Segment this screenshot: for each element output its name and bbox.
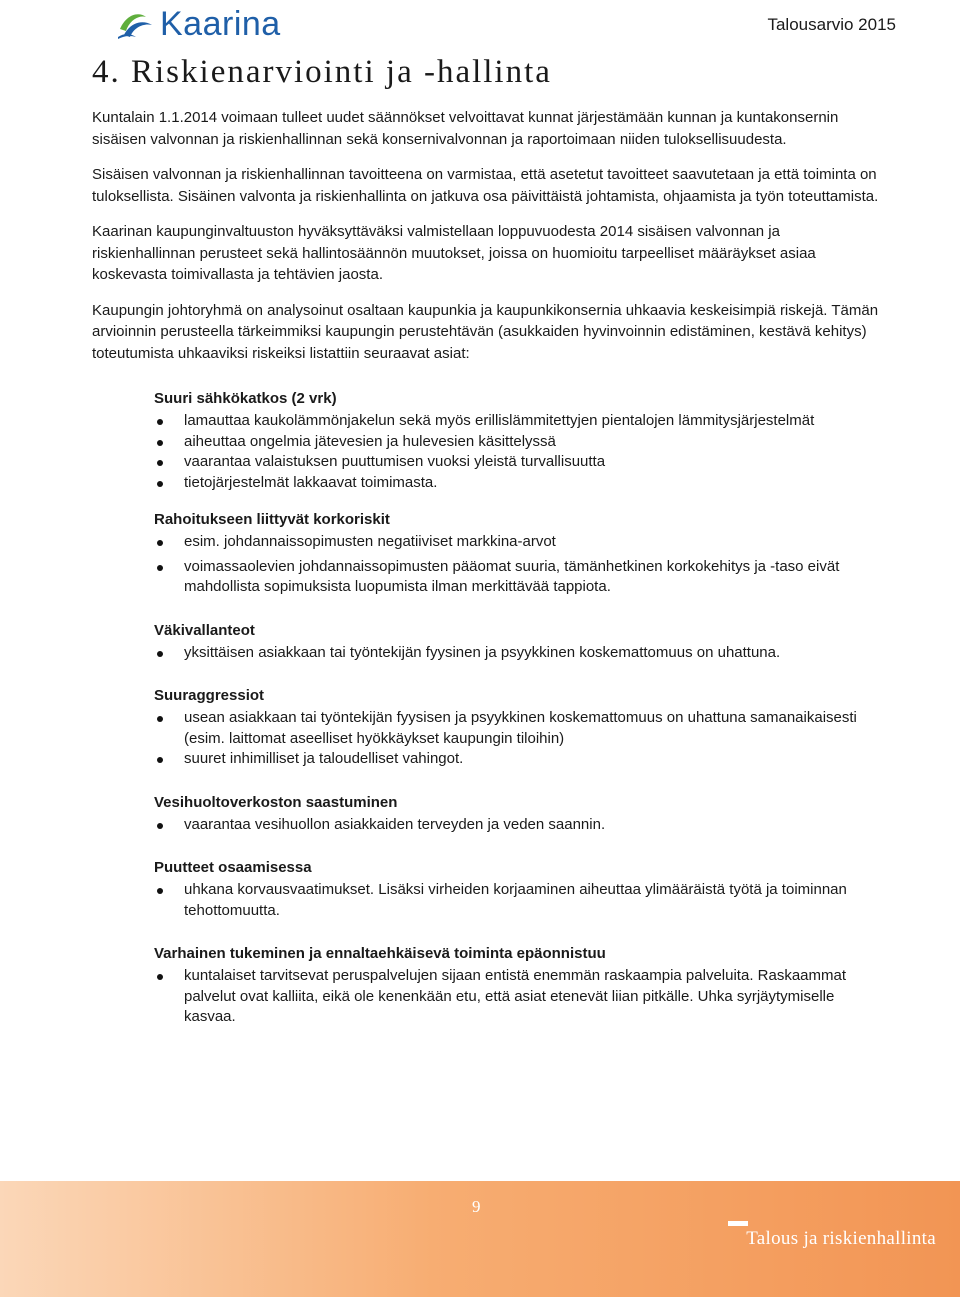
kaarina-wave-icon	[116, 7, 156, 41]
page-footer	[0, 1181, 960, 1297]
risk-list	[154, 815, 882, 836]
list-item: lamauttaa kaukolämmönjakelun sekä myös erillislämmitettyjen pientalojen lämmitysjärjestelmät	[154, 411, 882, 432]
risk-heading: Varhainen tukeminen ja ennaltaehkäisevä toiminta epäonnistuu	[154, 945, 606, 962]
list-item: kuntalaiset tarvitsevat peruspalvelujen sijaan entistä enemmän raskaampia palveluita. Raskaammat palvelut ovat kalliita, eikä ole kenenkään etu, että asiat etenevät liian pitkälle. Uhka syrjäytymiselle kasvaa.	[154, 966, 882, 1028]
document-label: Talousarvio 2015	[767, 15, 896, 34]
risk-section	[154, 388, 882, 493]
list-item: aiheuttaa ongelmia jätevesien ja hulevesien käsittelyssä	[154, 432, 882, 453]
risk-heading: Suuraggressiot	[154, 687, 265, 704]
risk-section	[154, 943, 882, 1028]
risk-heading: Väkivallanteot	[154, 621, 255, 639]
kaarina-logo	[116, 4, 281, 44]
footer-title: Talous ja riskienhallinta	[746, 1228, 936, 1249]
document-body	[92, 107, 882, 1028]
risk-list	[154, 966, 882, 1028]
list-item: uhkana korvausvaatimukset. Lisäksi virheiden korjaaminen aiheuttaa ylimääräistä työtä ja toiminnan tehottomuutta.	[154, 880, 882, 921]
list-item: usean asiakkaan tai työntekijän fyysisen ja psyykkinen koskemattomuus on uhattuna samanaikaisesti (esim. laittomat aseelliset hyökkäykset kaupungin tiloihin)	[154, 708, 882, 749]
list-item: yksittäisen asiakkaan tai työntekijän fyysinen ja psyykkinen koskemattomuus on uhattuna.	[154, 643, 882, 664]
list-item: suuret inhimilliset ja taloudelliset vahingot.	[154, 749, 882, 770]
risk-heading: Rahoitukseen liittyvät korkoriskit	[154, 511, 390, 528]
paragraph: Kaarinan kaupunginvaltuuston hyväksyttäväksi valmistellaan loppuvuodesta 2014 sisäisen valvonnan ja riskienhallinnan perusteet sekä hallintosäännön muutokset, joissa on huomioitu tarpeelliset määräykset asiaa koskevasta toimivallasta ja tehtävien jaosta.	[92, 223, 816, 283]
list-item: vaarantaa vesihuollon asiakkaiden terveyden ja veden saannin.	[154, 815, 882, 836]
list-item: voimassaolevien johdannaissopimusten pääomat suuria, tämänhetkinen korkokehitys ja -taso eivät mahdollista sopimuksista luopumista ilman merkittävää tappiota.	[154, 557, 882, 598]
risk-list	[154, 643, 882, 664]
risk-heading: Puutteet osaamisessa	[154, 859, 312, 876]
risk-section	[154, 792, 882, 836]
risk-section	[154, 685, 882, 770]
risk-list	[154, 880, 882, 921]
risk-section	[154, 857, 882, 921]
risk-list	[154, 411, 882, 493]
page-number: 9	[472, 1197, 481, 1216]
logo-text: Kaarina	[160, 4, 281, 43]
risk-heading: Vesihuoltoverkoston saastuminen	[154, 793, 398, 811]
risk-section	[154, 509, 882, 598]
risk-list	[154, 708, 882, 770]
paragraph: Kuntalain 1.1.2014 voimaan tulleet uudet säännökset velvoittavat kunnat järjestämään kunnan ja kuntakonsernin sisäisen valvonnan ja riskienhallinnan sekä konsernivalvonnan ja raportoimaan niiden tuloksellisuudesta.	[92, 109, 839, 148]
list-item: esim. johdannaissopimusten negatiiviset markkina-arvot	[154, 532, 882, 553]
list-item: vaarantaa valaistuksen puuttumisen vuoksi yleistä turvallisuutta	[154, 452, 882, 473]
risk-list	[154, 532, 882, 598]
page-title: 4. Riskienarviointi ja -hallinta	[92, 54, 552, 90]
paragraph: Kaupungin johtoryhmä on analysoinut osaltaan kaupunkia ja kaupunkikonsernia uhkaavia keskeisimpiä riskejä. Tämän arvioinnin perusteella tärkeimmiksi kaupungin perustehtävän (asukkaiden hyvinvoinnin edistäminen, kestävä kehitys) toteutumista uhkaaviksi riskeiksi listattiin seuraavat asiat:	[92, 301, 879, 362]
paragraph: Sisäisen valvonnan ja riskienhallinnan tavoitteena on varmistaa, että asetetut tavoitteet saavutetaan ja että toiminta on tuloksellista. Sisäinen valvonta ja riskienhallinta on jatkuva osa päivittäistä johtamista, ohjaamista ja työn toteuttamista.	[92, 166, 879, 205]
risk-section	[154, 620, 882, 664]
risk-heading: Suuri sähkökatkos (2 vrk)	[154, 390, 337, 407]
list-item: tietojärjestelmät lakkaavat toimimasta.	[154, 473, 882, 494]
